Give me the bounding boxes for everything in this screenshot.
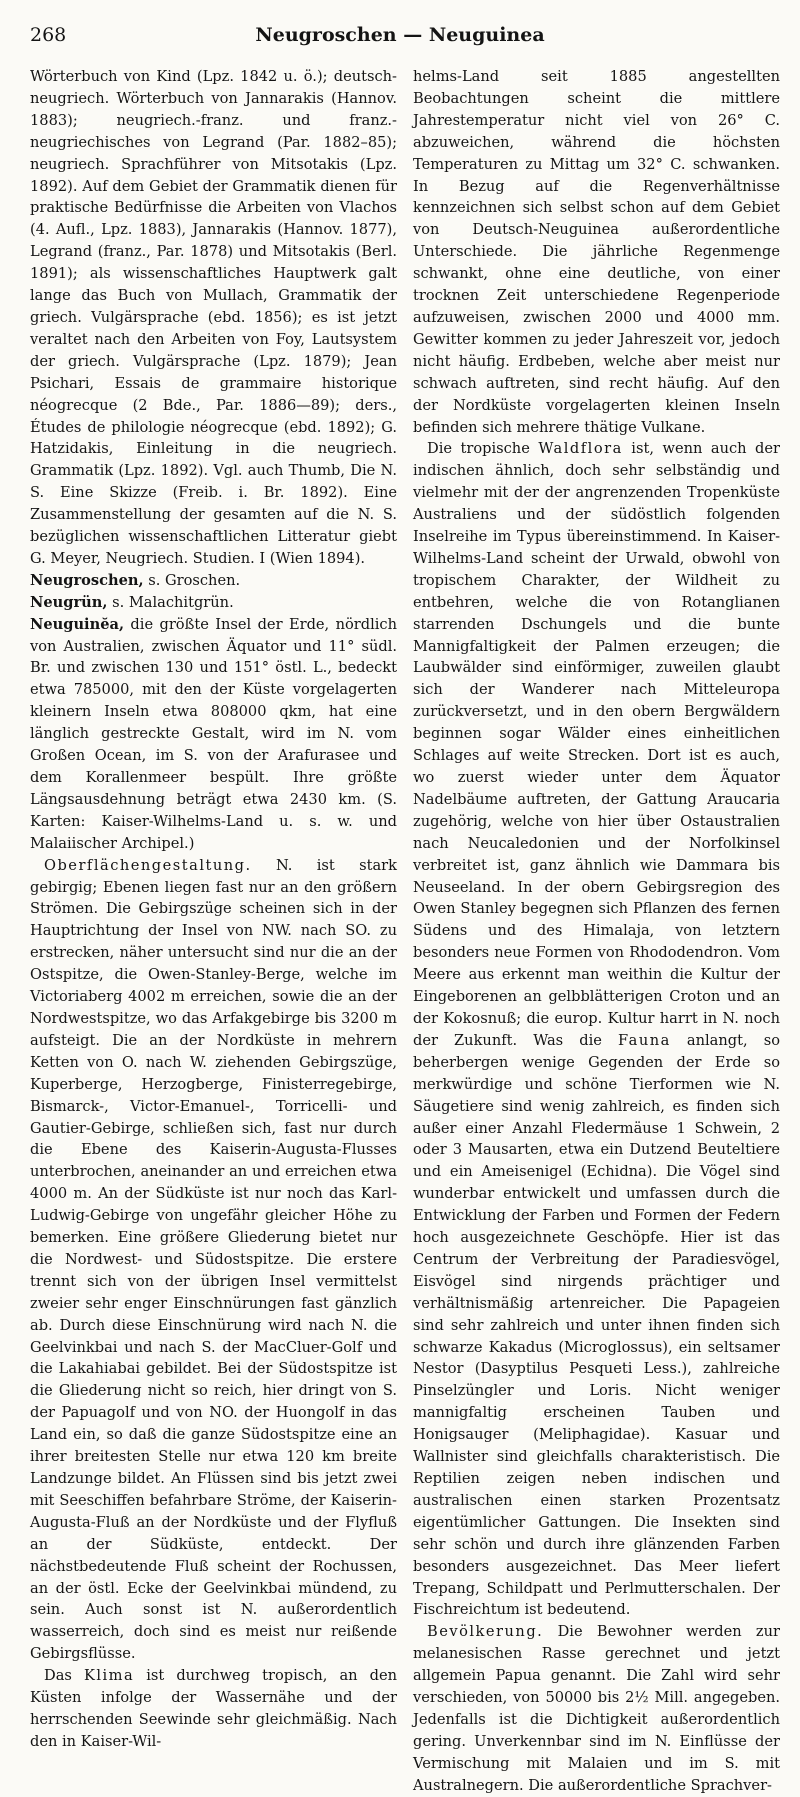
section-klima: [30, 1665, 397, 1753]
section-heading: Bevölkerung.: [427, 1623, 544, 1641]
page-number: 268: [30, 24, 67, 46]
entry-neugroschen: [30, 570, 397, 592]
section-bevoelkerung: [413, 1621, 780, 1796]
section-oberflaeche: [30, 855, 397, 1666]
section-heading: Oberflächengestaltung.: [44, 856, 252, 874]
left-column: [30, 66, 397, 1797]
section-text: N. ist stark gebirgig; Ebenen liegen fast nur an den größern Strömen. Die Gebirgszüge scheinen sich in der Hauptrichtung der Insel von NW. nach SO. zu erstrecken, näher untersucht sind nur die an der Ostspitze, die Owen-Stanley-Berge, welche im Victoriaberg 4002 m erreichen, sowie die an der Nordwestspitze, wo das Arfakgebirge bis 3200 m aufsteigt. Die an der Nordküste in mehrern Ketten von O. nach W. ziehenden Gebirgszüge, Kuperberge, Herzogberge, Finisterregebirge, Bismarck-, Victor-Emanuel-, Torricelli- und Gautier-Gebirge, schließen sich, fast nur durch die Ebene des Kaiserin-Augusta-Flusses unterbrochen, aneinander an und erreichen etwa 4000 m. An der Südküste ist nur noch das Karl-Ludwig-Gebirge von ungefähr gleicher Höhe zu bemerken. Eine größere Gliederung bietet nur die Nordwest- und Südostspitze. Die erstere trennt sich von der übrigen Insel vermittelst zweier sehr enger Einschnürungen fast gänzlich ab. Durch diese Einschnürung wird nach N. die Geelvinkbai und nach S. der MacCluer-Golf und die Lakahiabai gebildet. Bei der Südostspitze ist die Gliederung nicht so reich, hier dringt von S. der Papuagolf und von NO. der Huongolf in das Land ein, so daß die ganze Südostspitze eine an ihrer breitesten Stelle nur etwa 120 km breite Landzunge bildet. An Flüssen sind bis jetzt zwei mit Seeschiffen befahrbare Ströme, der Kaiserin-Augusta-Fluß an der Nordküste und der Flyfluß an der Südküste, entdeckt. Der nächstbedeutende Fluß scheint der Rochussen, an der östl. Ecke der Geelvinkbai mündend, zu sein. Auch sonst ist N. außerordentlich wasserreich, doch sind es meist nur reißende Gebirgsflüsse.: [30, 856, 397, 1663]
section-text: anlangt, so beherbergen wenige Gegenden der Erde so merkwürdige und schöne Tierformen wie N. Säugetiere sind wenig zahlreich, es finden sich außer einer Anzahl Fledermäuse 1 Schwein, 2 oder 3 Mausarten, etwa ein Dutzend Beuteltiere und ein Ameisenigel (Echidna). Die Vögel sind wunderbar entwickelt und umfassen durch die Entwicklung der Farben und Formen der Federn hoch ausgezeichnete Geschöpfe. Hier ist das Centrum der Verbreitung der Paradiesvögel, Eisvögel sind nirgends prächtiger und verhältnismäßig artenreicher. Die Papageien sind sehr zahlreich und unter ihnen finden sich schwarze Kakadus (Microglossus), ein seltsamer Nestor (Dasyptilus Pesqueti Less.), zahlreiche Pinselzüngler und Loris. Nicht weniger mannigfaltig erscheinen Tauben und Honigsauger (Meliphagidae). Kasuar und Wallnister sind gleichfalls charakteristisch. Die Reptilien zeigen neben indischen und australischen einen starken Prozentsatz eigentümlicher Gattungen. Die Insekten sind sehr schön und durch ihre glänzenden Farben besonders ausgezeichnet. Das Meer liefert Trepang, Schildpatt und Perlmutterschalen. Der Fischreichtum ist bedeutend.: [413, 1031, 780, 1619]
section-heading: Fauna: [617, 1031, 671, 1049]
section-text: ist, wenn auch der indischen ähnlich, doch sehr selbständig und vielmehr mit der der angrenzenden Tropenküste Australiens und der südöstlich folgenden Inselreihe im Typus übereinstimmend. In Kaiser-Wilhelms-Land scheint der Urwald, obwohl von tropischem Charakter, der Wildheit zu entbehren, welche die von Rotanglianen starrenden Dschungels und die bunte Mannigfaltigkeit der Palmen erzeugen; die Laubwälder sind einförmiger, zuweilen glaubt sich der Wanderer nach Mitteleuropa zurückversetzt, und in den obern Bergwäldern beginnen sogar Wälder eines einheitlichen Schlages auf weite Strecken. Dort ist es auch, wo zuerst wieder unter dem Äquator Nadelbäume auftreten, der Gattung Araucaria zugehörig, welche von hier über Ostaustralien nach Neucaledonien und der Norfolkinsel verbreitet ist, ganz ähnlich wie Dammara bis Neuseeland. In der obern Gebirgsregion des Owen Stanley begegnen sich Pflanzen des fernen Südens und des Himalaja, von letztern besonders neue Formen von Rhododendron. Vom Meere aus erkennt man weithin die Kultur der Eingeborenen an gelbblätterigen Croton und an der Kokosnuß; die europ. Kultur harrt in N. noch der Zukunft. Was die: [413, 440, 780, 1049]
running-head: Neugroschen — Neuguinea: [255, 24, 545, 46]
section-text: ist durchweg tropisch, an den Küsten infolge der Wassernähe und der herrschenden Seewinde sehr gleichmäßig. Nach den in Kaiser-Wil-: [30, 1667, 398, 1750]
section-heading: Klima: [83, 1667, 135, 1685]
entry-text: s. Malachitgrün.: [107, 593, 234, 611]
entry-neuguinea: [30, 614, 397, 855]
right-column: [413, 66, 780, 1797]
entry-text: die größte Insel der Erde, nördlich von Australien, zwischen Äquator und 11° südl. Br. und zwischen 130 und 151° östl. L., bedeckt etwa 785000, mit den der Küste vorgelagerten kleinern Inseln etwa 808000 qkm, hat eine länglich gestreckte Gestalt, wird im N. vom Großen Ocean, im S. von der Arafurasee und dem Korallenmeer bespült. Ihre größte Längsausdehnung beträgt etwa 2430 km. (S. Karten: Kaiser-Wilhelms-Land u. s. w. und Malaiischer Archipel.): [30, 615, 397, 852]
section-intro: Das: [44, 1667, 84, 1685]
text-columns: [30, 66, 780, 1797]
lemma-neugroschen: Neugroschen,: [30, 571, 144, 589]
section-intro: Die tropische: [427, 440, 539, 458]
section-flora-fauna: [413, 438, 780, 1621]
section-klima-continued: helms-Land seit 1885 angestellten Beobachtungen scheint die mittlere Jahrestemperatur nicht viel von 26° C. abzuweichen, während die höchsten Temperaturen zu Mittag um 32° C. schwanken. In Bezug auf die Regenverhältnisse kennzeichnen sich selbst schon auf dem Gebiet von Deutsch-Neuguinea außerordentliche Unterschiede. Die jährliche Regenmenge schwankt, ohne eine deutliche, von einer trocknen Zeit unterschiedene Regenperiode aufzuweisen, zwischen 2000 und 4000 mm. Gewitter kommen zu jeder Jahreszeit vor, jedoch nicht häufig. Erdbeben, welche aber meist nur schwach auftreten, sind recht häufig. Auf den der Nordküste vorgelagerten kleinen Inseln befinden sich mehrere thätige Vulkane.: [413, 68, 780, 436]
entry-text: s. Groschen.: [143, 571, 241, 589]
entry-neugruen: [30, 592, 397, 614]
section-heading: Waldflora: [538, 440, 623, 458]
lemma-neuguinea: Neuguinĕa,: [30, 615, 125, 633]
entry-continuation: Wörterbuch von Kind (Lpz. 1842 u. ö.); deutsch-neugriech. Wörterbuch von Jannarakis (Hannov. 1883); neugriech.-franz. und franz.-neugriechisches von Legrand (Par. 1882–85); neugriech. Sprachführer von Mitsotakis (Lpz. 1892). Auf dem Gebiet der Grammatik dienen für praktische Bedürfnisse die Arbeiten von Vlachos (4. Aufl., Lpz. 1883), Jannarakis (Hannov. 1877), Legrand (franz., Par. 1878) und Mitsotakis (Berl. 1891); als wissenschaftliches Hauptwerk galt lange das Buch von Mullach, Grammatik der griech. Vulgärsprache (ebd. 1856); es ist jetzt veraltet nach den Arbeiten von Foy, Lautsystem der griech. Vulgärsprache (Lpz. 1879); Jean Psichari, Essais de grammaire historique néogrecque (2 Bde., Par. 1886—89); ders., Études de philologie néogrecque (ebd. 1892); G. Hatzidakis, Einleitung in die neugriech. Grammatik (Lpz. 1892). Vgl. auch Thumb, Die N. S. Eine Skizze (Freib. i. Br. 1892). Eine Zusammenstellung der gesamten auf die N. S. bezüglichen wissenschaftlichen Litteratur giebt G. Meyer, Neugriech. Studien. I (Wien 1894).: [30, 68, 397, 567]
section-text: Die Bewohner werden zur melanesischen Rasse gerechnet und jetzt allgemein Papua genannt. Die Zahl wird sehr verschieden, von 50000 bis 2½ Mill. angegeben. Jedenfalls ist die Dichtigkeit außerordentlich gering. Unverkennbar sind im N. Einflüsse der Vermischung mit Malaien und im S. mit Australnegern. Die außerordentliche Sprachver-: [413, 1623, 780, 1794]
lemma-neugruen: Neugrün,: [30, 593, 108, 611]
